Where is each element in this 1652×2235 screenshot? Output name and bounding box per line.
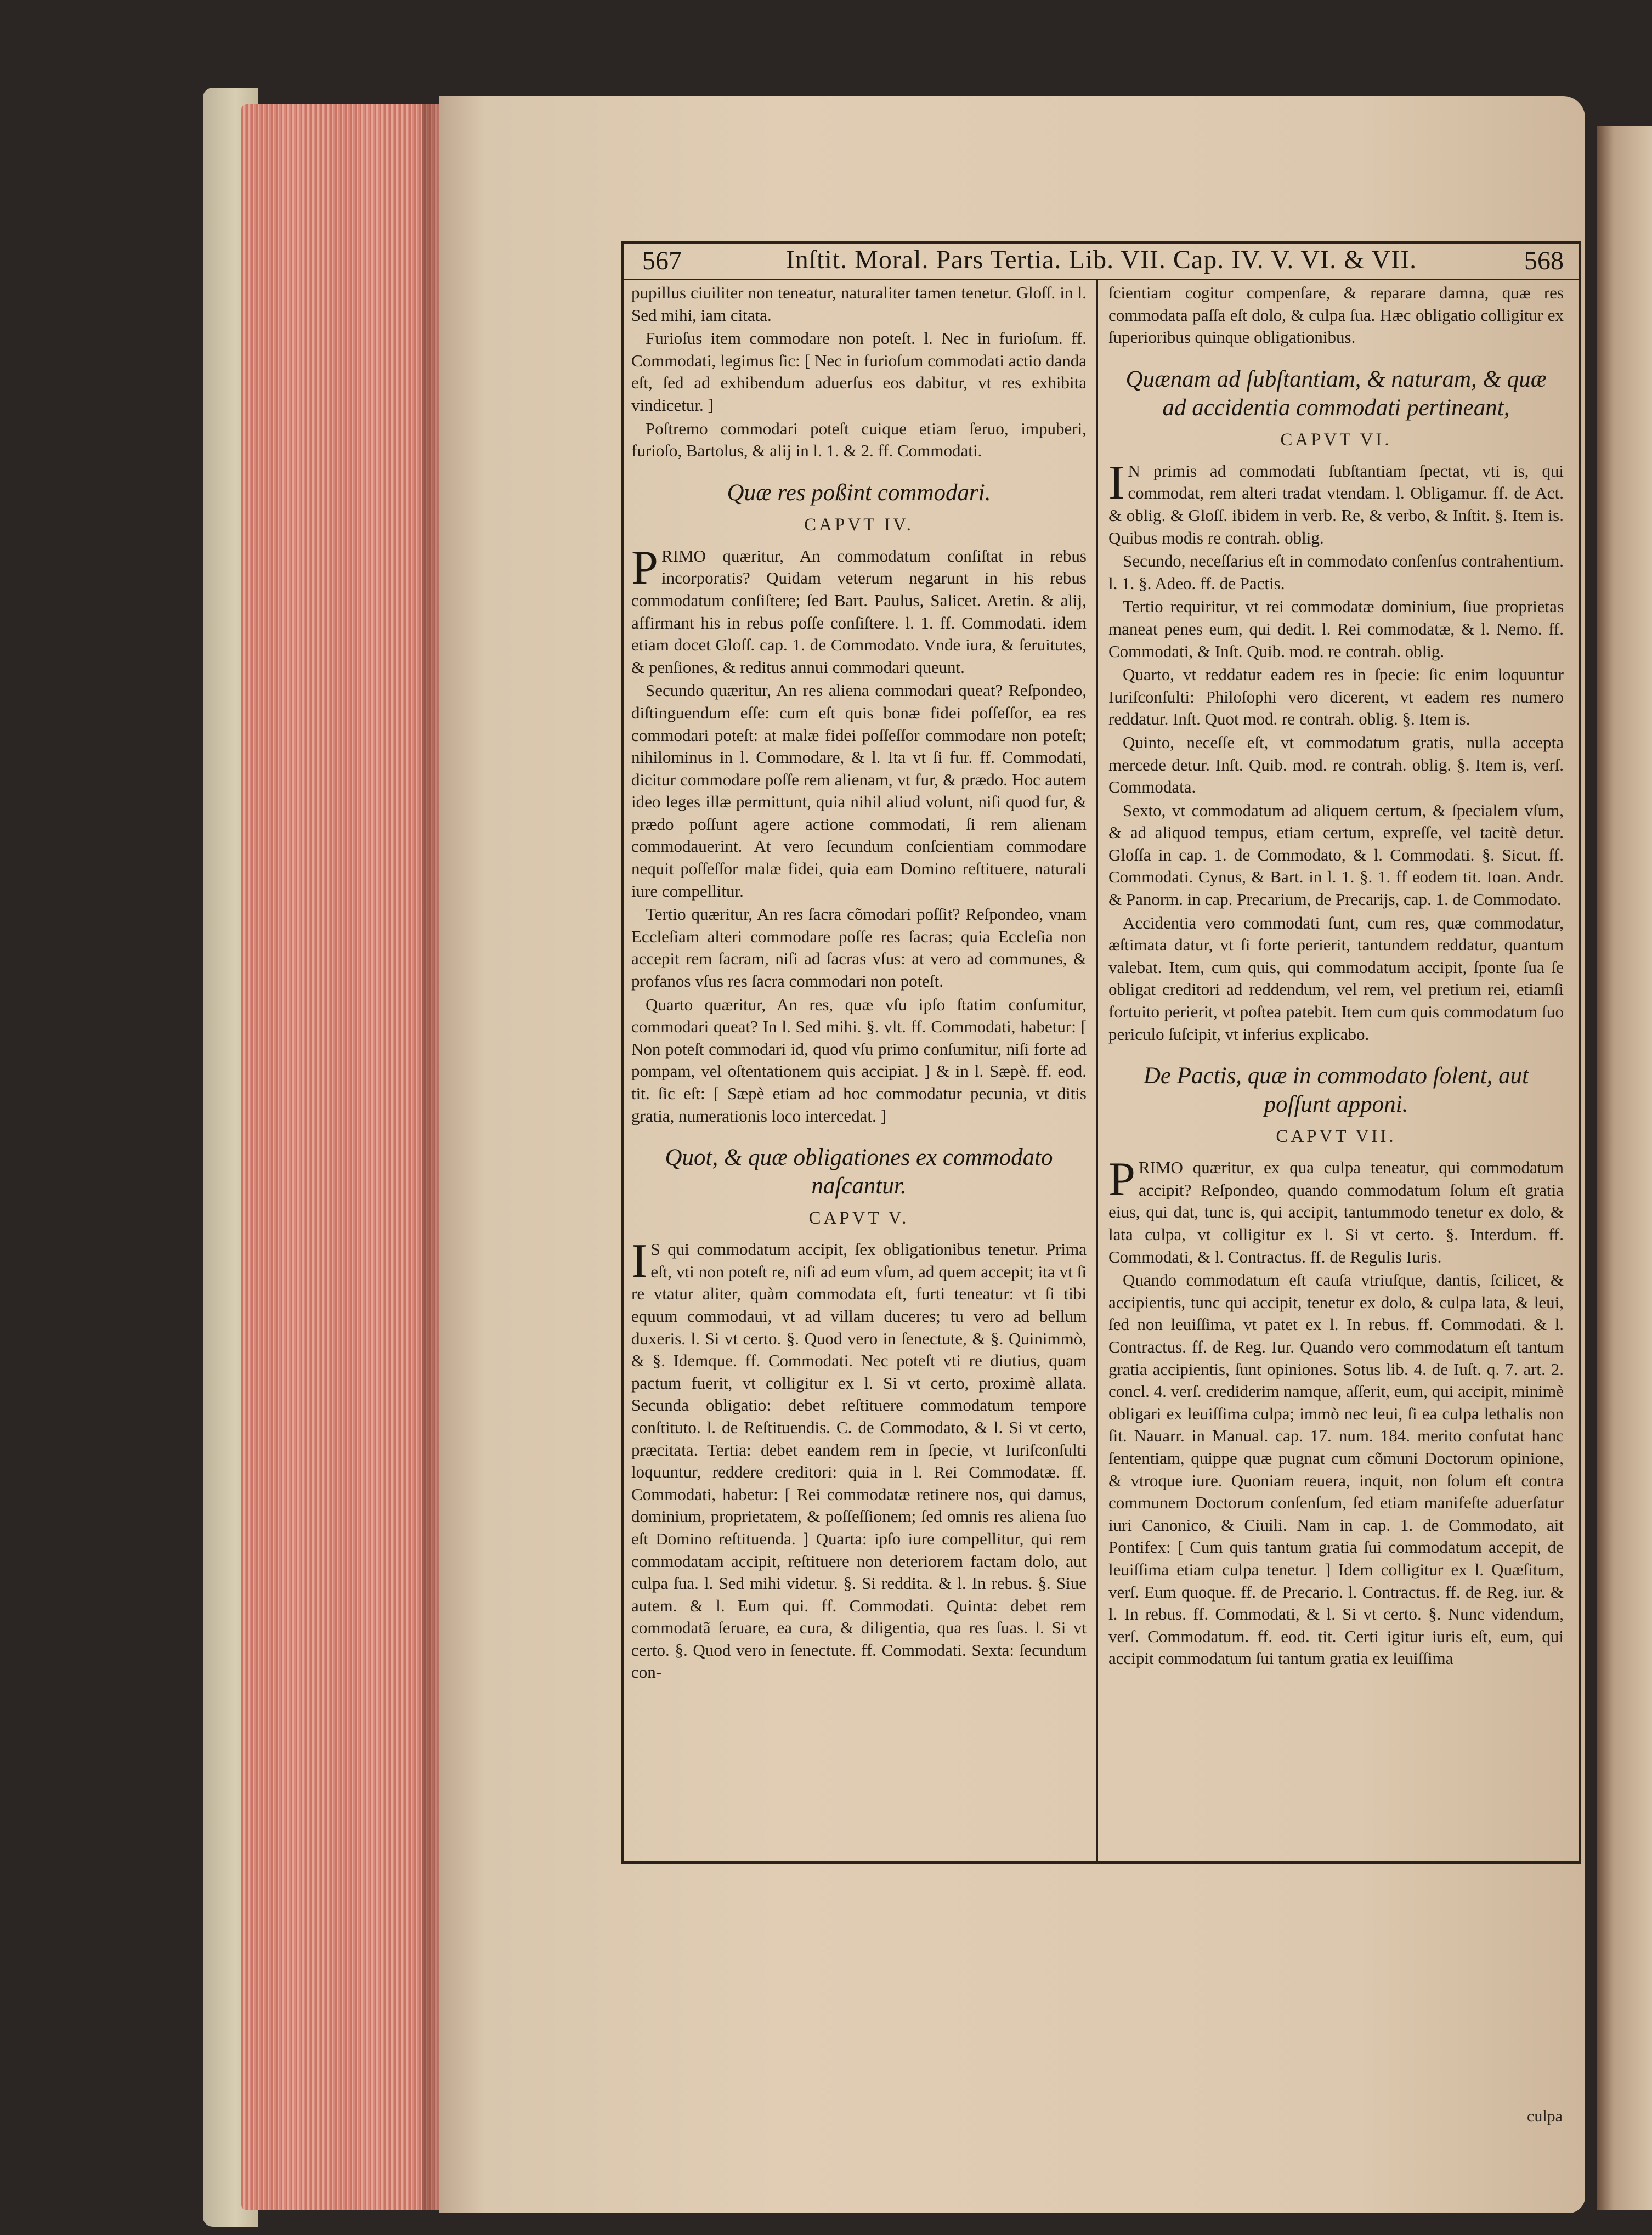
paragraph: pupillus ciuiliter non teneatur, naturaliter tamen tenetur. Gloſſ. in l. Sed mihi, iam citata.	[631, 283, 1087, 325]
paragraph: Furioſus item commodare non poteſt. l. Nec in furioſum. ff. Commodati, legimus ſic: [ Nec in furioſum commodati actio danda eſt, ſed ad exhibendum aduerſus eos dabitur, vt res exhibita vindicetur. ]	[631, 329, 1087, 415]
drop-cap: I	[631, 1235, 648, 1288]
paragraph: Poſtremo commodari poteſt cuique etiam ſeruo, impuberi, furioſo, Bartolus, & alij in l. 1. & 2. ff. Commodati.	[631, 418, 1087, 461]
paragraph: Quarto, vt reddatur eadem res in ſpecie: ſic enim loquuntur Iuriſconſulti: Philoſophi vero dicerent, vt eadem res numero reddatur. Inſt. Quot mod. re contrah. oblig. §. Item is.	[1108, 665, 1564, 729]
chapter-heading: Quot, & quæ obligationes ex commodato naſcantur.	[665, 1145, 1053, 1199]
chapter-number: CAPVT VI.	[1280, 429, 1392, 450]
paragraph: N primis ad commodati ſubſtantiam ſpectat, vti is, qui commodat, rem alteri tradat vtendam. l. Obligamur. ff. de Act. & oblig. & Gloſſ. ibidem in verb. Re, & verbo, & Inſtit. §. Item is. Quibus modis re contrah. oblig.	[1108, 461, 1564, 547]
column-divider	[1096, 279, 1098, 1861]
paragraph: Tertio requiritur, vt rei commodatæ dominium, ſiue proprietas maneat penes eum, qui dedit. l. Rei commodatæ, & l. Nemo. ff. Commodati, & Inſt. Quib. mod. re contrah. oblig.	[1108, 597, 1564, 661]
paragraph: Sexto, vt commodatum ad aliquem certum, & ſpecialem vſum, & ad aliquod tempus, etiam certum, expreſſe, vel tacitè detur. Gloſſa in cap. 1. de Commodato, & l. Commodati. §. Sicut. ff. Commodati. Cynus, & Bart. in l. 1. §. 1. ff eodem tit. Ioan. Andr. & Panorm. in cap. Precarium, de Precarijs, cap. 1. de Commodato.	[1108, 800, 1564, 909]
paragraph: Quarto quæritur, An res, quæ vſu ipſo ſtatim conſumitur, commodari queat? In l. Sed mihi. §. vlt. ff. Commodati, habetur: [ Non poteſt commodari id, quod vſu primo conſumitur, niſi forte ad pompam, vel oſtentationem quis accipiat. ] & in l. Sæpè. ff. eod. tit. ſic eſt: [ Sæpè etiam ad hoc commodatur pecunia, vt ditis gratia, numerationis loco intercedat. ]	[631, 994, 1087, 1125]
paragraph: Secundo, neceſſarius eſt in commodato conſenſus contrahentium. l. 1. §. Adeo. ff. de Pactis.	[1108, 551, 1564, 593]
right-column	[1108, 282, 1564, 1856]
facing-page-edge	[1597, 126, 1652, 2210]
chapter-heading: Quæ res poßint commodari.	[727, 479, 991, 506]
drop-cap: P	[1108, 1153, 1135, 1207]
paragraph: Quinto, neceſſe eſt, vt commodatum gratis, nulla accepta mercede detur. Inſt. Quib. mod. re contrah. oblig. §. Item is, verſ. Commodata.	[1108, 732, 1564, 797]
paragraph: RIMO quæritur, An commodatum conſiſtat in rebus incorporatis? Quidam veterum negarunt in his rebus commodatum conſiſtere; ſed Bart. Paulus, Salicet. Aretin. & alij, affirmant his in rebus poſſe conſiſtere. l. 1. ff. Commodati. idem etiam docet Gloſſ. cap. 1. de Commodato. Vnde iura, & ſeruitutes, & penſiones, & reditus annui commodari queunt.	[631, 546, 1087, 677]
paragraph: ſcientiam cogitur compenſare, & reparare damna, quæ res commodata paſſa eſt dolo, & culpa ſua. Hæc obligatio colligitur ex ſuperioribus quinque obligationibus.	[1108, 283, 1564, 347]
chapter-heading: Quænam ad ſubſtantiam, & naturam, & quæ ad accidentia commodati pertineant,	[1125, 366, 1547, 421]
text-frame	[621, 241, 1581, 2125]
page-number-right: 568	[1524, 246, 1564, 275]
page-number-left: 567	[642, 246, 682, 275]
paragraph: Accidentia vero commodati ſunt, cum res, quæ commodatur, æſtimata datur, vt ſi forte perierit, tantundem reddatur, quantum valebat. Item, cum quis, qui commodatum accipit, ſponte ſua ſe obligat creditori ad reddendum, vel rem, vel pretium rei, etiamſi fortuito perierit, vt poſtea patebit. Item cum quis commodatum ſuo periculo ſuſcipit, vt inferius explicabo.	[1108, 913, 1564, 1044]
paragraph: Tertio quæritur, An res ſacra cõmodari poſſit? Reſpondeo, vnam Eccleſiam alteri commodare poſſe res ſacras; quia Eccleſia non accepit rem ſacram, niſi ad ſacras vſus: at vero ad communes, & profanos vſus res ſacra commodari non poteſt.	[631, 904, 1087, 991]
paragraph: S qui commodatum accipit, ſex obligationibus tenetur. Prima eſt, vti non poteſt re, niſi ad eum vſum, ad quem accepit; ita vt ſi re vtatur aliter, quàm commodata eſt, furti teneatur: vt ſi tibi equum commodaui, vt ad villam duceres; tu vero ad bellum duxeris. l. Si vt certo. §. Quod vero in ſenectute, & §. Quinimmò, & §. Idemque. ff. Commodati. Nec poteſt vti re diutius, quam pactum fuerit, vt colligitur ex l. Si vt certo, proximè allata. Secunda obligatio: debet reſtituere commodatum tempore conſtituto. l. de Reſtituendis. C. de Commodato, & l. Si vt certo, præcitata. Tertia: debet eandem rem in ſpecie, vt Iuriſconſulti loquuntur, reddere creditori: quia in l. Rei Commodatæ. ff. Commodati, habetur: [ Rei commodatæ retinere nos, qui damus, dominium, proprietatem, & poſſeſſionem; ſed omnis res aliena ſuo eſt Domino reſtituenda. ] Quarta: ipſo iure compellitur, qui rem commodatam accipit, reſtituere non deteriorem factam dolo, aut culpa ſua. l. Sed mihi videtur. §. Si reddita. & l. In rebus. §. Siue autem. & l. Eum qui. ff. Commodati. Quinta: debet rem commodatã ſeruare, ea cura, & diligentia, qua res ſuas. l. Si vt certo. §. Quod vero in ſenectute. ff. Commodati. Sexta: ſecundum con-	[631, 1240, 1087, 1682]
drop-cap: P	[631, 541, 658, 595]
drop-cap: I	[1108, 456, 1125, 510]
page-edges	[241, 104, 444, 2210]
chapter-number: CAPVT VII.	[1276, 1127, 1396, 1147]
left-column	[631, 282, 1087, 1856]
chapter-heading: De Pactis, quæ in commodato ſolent, aut poſſunt apponi.	[1143, 1063, 1529, 1118]
running-title: Inſtit. Moral. Pars Tertia. Lib. VII. Cap. IV. V. VI. & VII.	[785, 245, 1417, 274]
paragraph: Secundo quæritur, An res aliena commodari queat? Reſpondeo, diſtinguendum eſſe: cum eſt quis bonæ fidei poſſeſſor, ea res commodari poteſt: at malæ fidei poſſeſſor commodare non poteſt; nihilominus in l. Commodare, & l. Ita vt ſi fur. ff. Commodati, dicitur commodare poſſe rem alienam, vt fur, & prædo. Hoc autem ideo leges illæ permittunt, quia nihil aliud volunt, niſi quod fur, & prædo poſſunt agere actione commodati, ſi rem alienam commodauerint. At vero ſecundum conſcientiam commodare nequit poſſeſſor malæ fidei, quia eam Domino reſtituere, naturali iure compellitur.	[631, 681, 1087, 901]
page-header	[624, 244, 1579, 280]
chapter-number: CAPVT V.	[808, 1208, 909, 1229]
paragraph: RIMO quæritur, ex qua culpa teneatur, qui commodatum accipit? Reſpondeo, quando commodatum ſolum eſt gratia eius, qui dat, tunc is, qui accipit, tantummodo tenetur ex dolo, & lata culpa, vt colligitur ex l. Si vt certo. §. Interdum. ff. Commodati, & l. Contractus. ff. de Regulis Iuris.	[1108, 1158, 1564, 1266]
chapter-number: CAPVT IV.	[804, 514, 914, 535]
catchword: culpa	[1527, 2107, 1563, 2125]
paragraph: Quando commodatum eſt cauſa vtriuſque, dantis, ſcilicet, & accipientis, tunc qui accipit, tenetur ex dolo, & culpa lata, & leui, ſed non leuiſſima, vt patet ex l. In rebus. ff. Commodati. & l. Contractus. ff. de Reg. Iur. Quando vero commodatum eſt tantum gratia accipientis, ſunt opiniones. Sotus lib. 4. de Iuſt. q. 7. art. 2. concl. 4. verſ. crediderim namque, aſſerit, eum, qui accipit, minimè obligari ex leuiſſima culpa; immò nec leui, ſi ea culpa lethalis non ſit. Nauarr. in Manual. cap. 17. num. 184. merito confutat hanc ſententiam, quippe quæ pugnat cum cõmuni Doctorum opinione, & vtroque iure. Quoniam reuera, inquit, non ſolum eſt contra communem Doctorum conſenſum, ſed etiam manifeſte aduerſatur iuri Canonico, & Ciuili. Nam in cap. 1. de Commodato, ait Pontifex: [ Cum quis tantum gratia ſui commodatum accepit, de leuiſſima etiam culpa tenetur. ] Idem colligitur ex l. Quæſitum, verſ. Eum quoque. ff. de Precario. l. Contractus. ff. de Reg. iur. & l. In rebus. ff. Commodati, & l. Si vt certo. §. Nunc videndum, verſ. Commodatum. ff. eod. tit. Certi igitur iuris eſt, eum, qui accipit commodatum ſui tantum gratia ex leuiſſima	[1108, 1270, 1564, 1668]
